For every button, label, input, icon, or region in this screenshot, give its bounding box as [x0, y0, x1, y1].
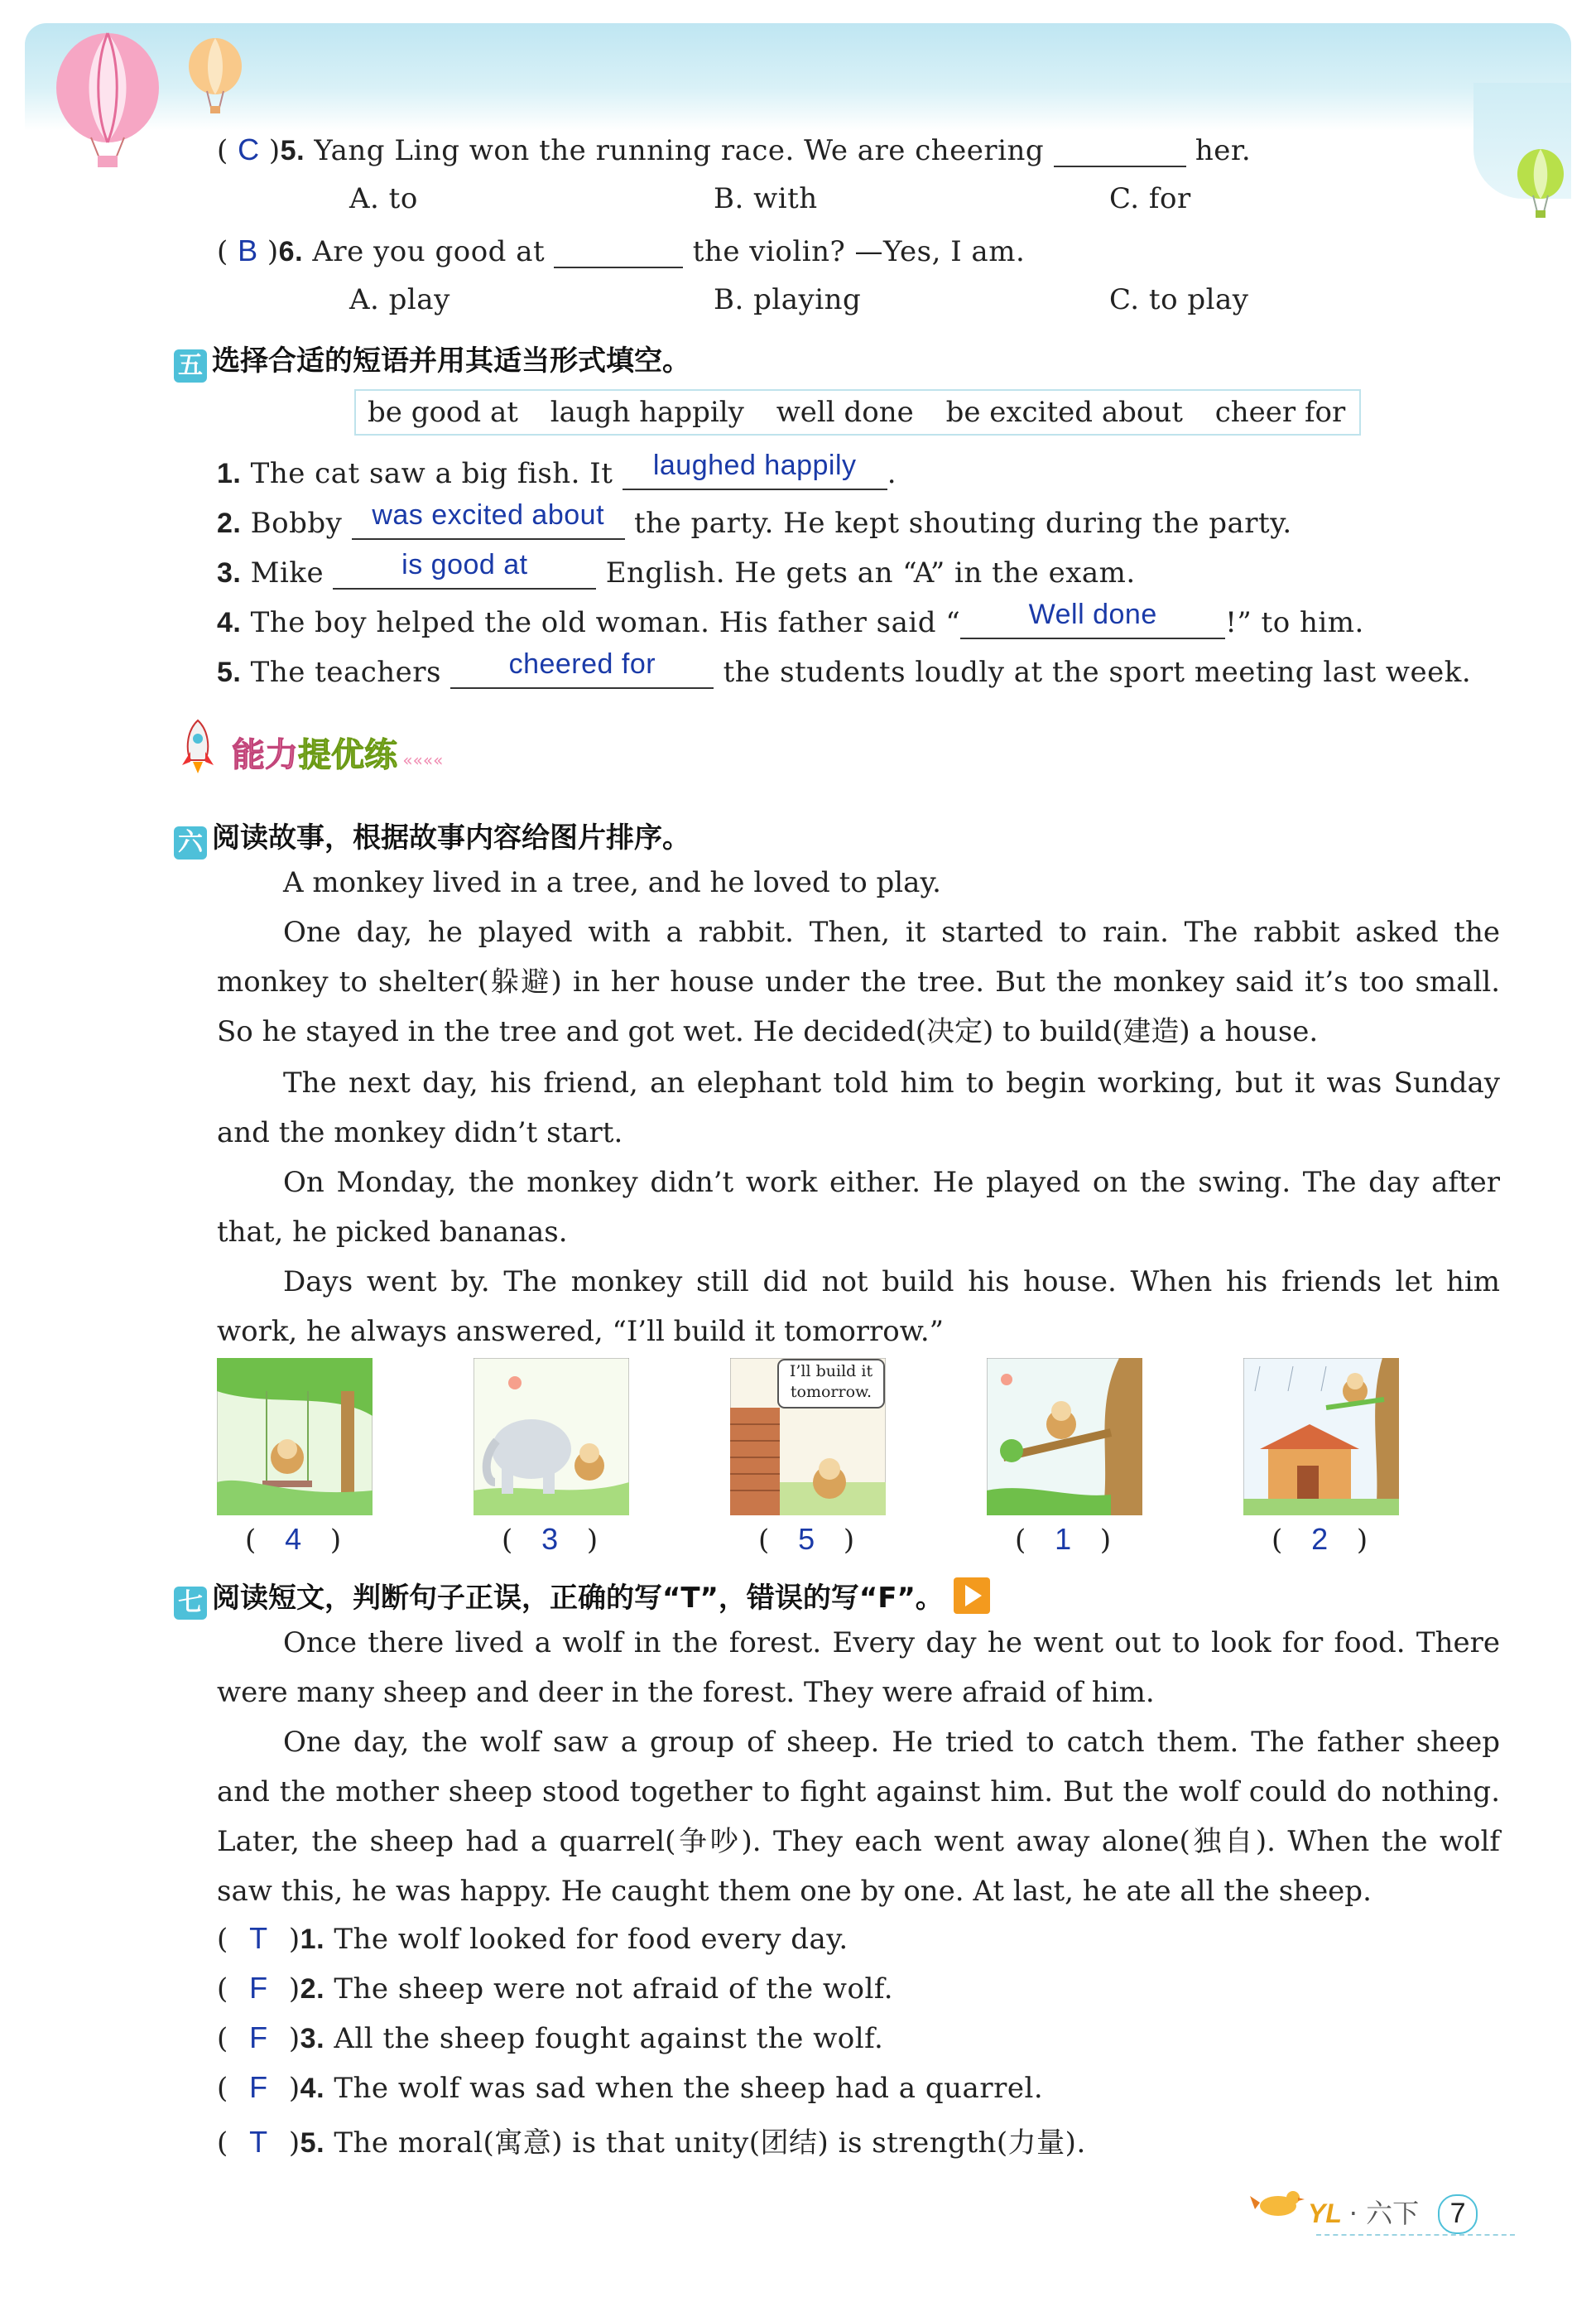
page-number: 7: [1438, 2194, 1478, 2234]
footer-dashed-line: [1316, 2234, 1515, 2236]
small-balloon-icon: [184, 36, 247, 119]
order-answer: 5: [798, 1522, 815, 1556]
tf-answer: T: [249, 2125, 268, 2159]
fill-item-3: 3. Mike is good at English. He gets an “A” in the exam.: [217, 549, 1136, 590]
mcq-option-a: A. to: [349, 182, 418, 215]
monkey-swing-picture: [217, 1358, 373, 1515]
rocket-icon: [177, 719, 219, 777]
mcq-option-b: B. playing: [714, 283, 862, 316]
mcq-option-c: C. for: [1109, 182, 1191, 215]
order-paren-4: ( 1 ): [1015, 1522, 1112, 1557]
header-band: [25, 23, 1571, 131]
fill-answer: is good at: [401, 549, 528, 580]
section-6-title: 六 阅读故事，根据故事内容给图片排序。: [174, 815, 690, 860]
tf-item-4: ( F )4. The wolf was sad when the sheep had a quarrel.: [217, 2070, 1044, 2105]
section-badge: 五: [174, 349, 207, 383]
order-answer: 1: [1055, 1522, 1072, 1556]
brand: YL: [1308, 2198, 1342, 2228]
fill-item-5: 5. The teachers cheered for the students loudly at the sport meeting last week.: [217, 648, 1472, 689]
grade: · 六下: [1348, 2198, 1420, 2229]
section-badge: 六: [174, 826, 207, 860]
phrase: be good at: [368, 396, 518, 429]
order-answer: 4: [285, 1522, 302, 1556]
hot-air-balloon-icon: [50, 30, 166, 171]
fill-answer: Well done: [1028, 599, 1157, 630]
section-7-title: 七 阅读短文，判断句子正误，正确的写“T”，错误的写“F”。: [174, 1575, 990, 1620]
phrase-box: [354, 389, 1361, 436]
fill-item-2: 2. Bobby was excited about the party. He kept shouting during the party.: [217, 499, 1292, 540]
tf-item-5: ( T )5. The moral(寓意) is that unity(团结) is strength(力量).: [217, 2125, 1086, 2160]
fill-answer: cheered for: [508, 648, 656, 680]
passage-paragraph: Once there lived a wolf in the forest. Every day he went out to look for food. There were many sheep and deer in the forest. They were afraid of him.: [217, 1626, 1500, 1709]
tf-answer: F: [249, 1971, 268, 2005]
order-answer: 2: [1311, 1522, 1329, 1556]
story-paragraph: Days went by. The monkey still did not build his house. When his friends let him work, he always answered, “I’ll build it tomorrow.”: [217, 1265, 1500, 1348]
fill-item-1: 1. The cat saw a big fish. It laughed happily .: [217, 450, 897, 490]
order-paren-2: ( 3 ): [502, 1522, 598, 1557]
mcq-answer: B: [238, 234, 258, 267]
tf-item-1: ( T )1. The wolf looked for food every day.: [217, 1921, 848, 1956]
footer: [1308, 2193, 1478, 2234]
ability-banner: 能力提优练 ««««: [232, 736, 444, 774]
order-paren-3: ( 5 ): [758, 1522, 855, 1557]
fill-answer: was excited about: [372, 499, 605, 531]
phrase: cheer for: [1214, 396, 1346, 429]
mcq-option-c: C. to play: [1109, 283, 1249, 316]
tf-answer: F: [249, 2070, 268, 2104]
order-answer: 3: [541, 1522, 559, 1556]
tf-answer: F: [249, 2020, 268, 2054]
fill-item-4: 4. The boy helped the old woman. His father said “ Well done !” to him.: [217, 599, 1364, 639]
story-paragraph: The next day, his friend, an elephant told him to begin working, but it was Sunday and the monkey didn’t start.: [217, 1067, 1500, 1149]
speech-bubble: I’ll build it tomorrow.: [789, 1362, 873, 1401]
mcq-option-b: B. with: [714, 182, 818, 215]
tf-answer: T: [249, 1921, 268, 1955]
order-paren-5: ( 2 ): [1272, 1522, 1368, 1557]
mcq-question-6: ( B )6. Are you good at the violin? —Yes, I am.: [217, 234, 1026, 268]
section-5-title: 五 选择合适的短语并用其适当形式填空。: [174, 338, 690, 383]
tf-item-3: ( F )3. All the sheep fought against the wolf.: [217, 2020, 884, 2055]
mcq-question-5: ( C )5. Yang Ling won the running race. We are cheering her.: [217, 132, 1252, 167]
bird-icon: [1250, 2183, 1305, 2221]
monkey-bricks-picture: [730, 1358, 886, 1515]
monkey-tree-rain-picture: [987, 1358, 1142, 1515]
play-icon[interactable]: [954, 1577, 990, 1614]
green-balloon-icon: [1513, 147, 1568, 227]
story-paragraph: One day, he played with a rabbit. Then, it started to rain. The rabbit asked the monkey to shelter(躲避) in her house under the tree. But the monkey said it’s too small. So he stayed in the tree and got wet. He decided(决定) to build(建造) a house.: [217, 916, 1500, 1048]
tf-item-2: ( F )2. The sheep were not afraid of the wolf.: [217, 1971, 894, 2006]
elephant-monkey-picture: [474, 1358, 629, 1515]
monkey-house-picture: [1243, 1358, 1399, 1515]
phrase: well done: [776, 396, 914, 429]
mcq-option-a: A. play: [349, 283, 450, 316]
section-badge: 七: [174, 1587, 207, 1620]
fill-answer: laughed happily: [652, 450, 857, 481]
order-paren-1: ( 4 ): [245, 1522, 342, 1557]
phrase: laugh happily: [550, 396, 744, 429]
mcq-answer: C: [238, 132, 260, 166]
story-paragraph: On Monday, the monkey didn’t work either. He played on the swing. The day after that, he picked bananas.: [217, 1166, 1500, 1249]
story-paragraph: A monkey lived in a tree, and he loved to play.: [283, 866, 941, 899]
answer-blank: [1054, 131, 1186, 167]
answer-blank: [554, 232, 683, 268]
passage-paragraph: One day, the wolf saw a group of sheep. He tried to catch them. The father sheep and the mother sheep stood together to fight against him. But the wolf could do nothing. Later, the sheep had a quarrel(争吵). They each went away alone(独自). When the wolf saw this, he was happy. He caught them one by one. At last, he ate all the sheep.: [217, 1726, 1500, 1908]
phrase: be excited about: [945, 396, 1183, 429]
